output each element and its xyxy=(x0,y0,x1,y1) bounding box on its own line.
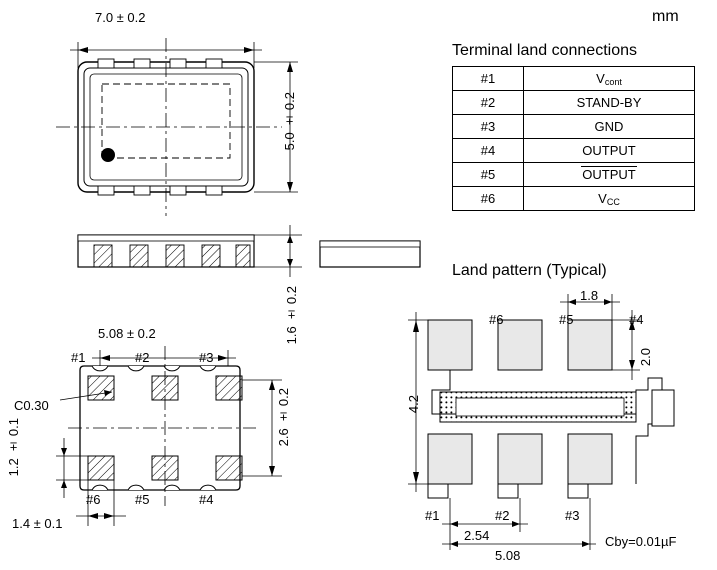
function-cell xyxy=(524,187,695,211)
top-view-width-dim: 7.0 ± 0.2 xyxy=(95,10,146,25)
capacitor-note: Cby=0.01µF xyxy=(605,534,677,549)
bottom-pin-2: #2 xyxy=(135,350,150,365)
land-total-dim: 5.08 xyxy=(495,548,521,563)
table-row xyxy=(453,115,695,139)
pin-cell: #1 xyxy=(453,67,524,91)
table-row xyxy=(453,91,695,115)
bottom-pin-5: #5 xyxy=(135,492,150,507)
terminal-table-title: Terminal land connections xyxy=(452,42,637,59)
land-pin-2: #2 xyxy=(495,508,510,523)
function-label: V xyxy=(596,70,605,86)
units-label: mm xyxy=(652,8,679,25)
land-pattern-title: Land pattern (Typical) xyxy=(452,262,607,279)
pin-cell: #4 xyxy=(453,139,524,163)
land-pad-height-dim: 2.0 xyxy=(638,348,653,367)
terminal-land-connections-table xyxy=(452,66,695,211)
end-view-drawing xyxy=(310,235,430,280)
land-pad-width-dim: 1.8 xyxy=(580,288,599,303)
pin-cell: #3 xyxy=(453,115,524,139)
side-view-thickness-dim: 1.6 ± 0.2 xyxy=(284,286,299,345)
pin-cell: #2 xyxy=(453,91,524,115)
bottom-view-pad-width-dim: 1.4 ± 0.1 xyxy=(12,516,63,531)
function-subscript: cont xyxy=(604,76,622,87)
land-pin-4: #4 xyxy=(629,312,644,327)
side-view-drawing xyxy=(40,215,340,295)
top-view-height-dim: 5.0 ± 0.2 xyxy=(282,92,297,151)
land-pin-1: #1 xyxy=(425,508,440,523)
function-cell: STAND-BY xyxy=(524,91,695,115)
land-pitch-dim: 2.54 xyxy=(464,528,490,543)
function-cell: GND xyxy=(524,115,695,139)
land-pin-3: #3 xyxy=(565,508,580,523)
land-vertical-span-dim: 4.2 xyxy=(406,395,421,414)
bottom-view-pad-small-dim: 1.2 ± 0.1 xyxy=(6,418,21,477)
chamfer-label: C0.30 xyxy=(14,398,49,413)
function-cell: OUTPUT xyxy=(524,139,695,163)
bottom-pin-4: #4 xyxy=(199,492,214,507)
function-subscript: CC xyxy=(606,196,620,207)
land-pin-5: #5 xyxy=(559,312,574,327)
table-row xyxy=(453,187,695,211)
function-label-overlined: OUTPUT xyxy=(582,167,636,182)
bottom-view-drawing xyxy=(20,320,320,550)
table-row xyxy=(453,139,695,163)
bottom-pin-1: #1 xyxy=(71,350,86,365)
bottom-pin-3: #3 xyxy=(199,350,214,365)
bottom-pin-6: #6 xyxy=(86,492,101,507)
table-row xyxy=(453,67,695,91)
function-label: V xyxy=(598,190,607,206)
function-cell xyxy=(524,67,695,91)
table-row xyxy=(453,163,695,187)
pin-cell: #6 xyxy=(453,187,524,211)
bottom-view-pad-span-dim: 5.08 ± 0.2 xyxy=(98,326,156,341)
function-cell xyxy=(524,163,695,187)
bottom-view-pad-height-dim: 2.6 ± 0.2 xyxy=(276,388,291,447)
land-pin-6: #6 xyxy=(489,312,504,327)
pin-cell: #5 xyxy=(453,163,524,187)
